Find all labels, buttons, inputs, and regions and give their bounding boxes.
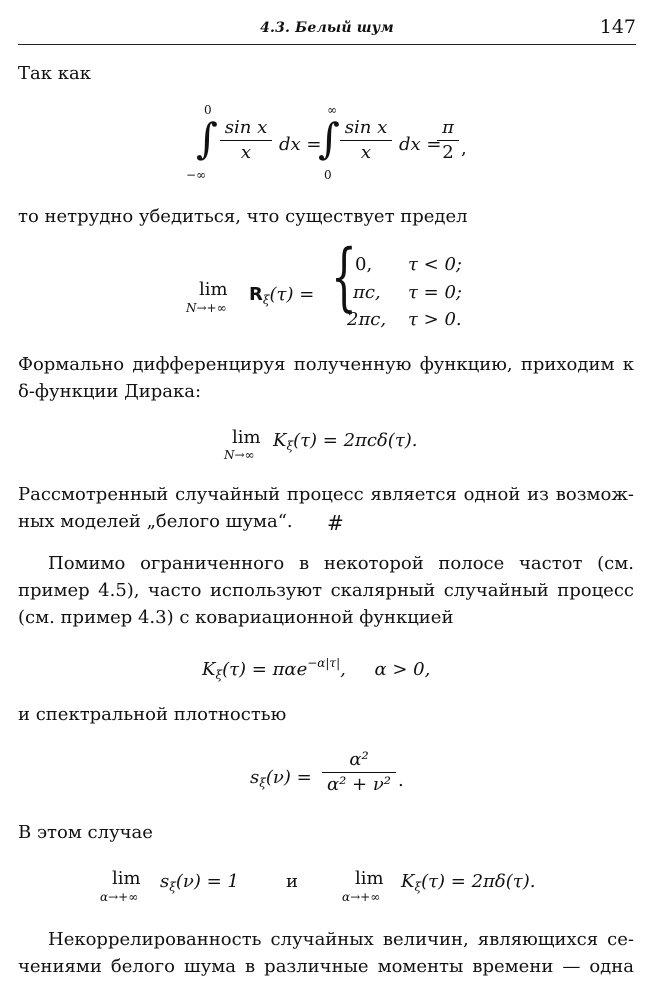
end-of-example-mark: # xyxy=(327,511,344,535)
exponent: −α|τ| xyxy=(307,656,341,670)
paragraph-in-this-case: В этом случае xyxy=(18,822,153,843)
fraction-denominator: α² + ν² xyxy=(326,774,392,795)
paragraph-limit-exists: то нетрудно убедиться, что существует предел xyxy=(18,206,468,227)
fraction-numerator: π xyxy=(442,117,454,138)
lim-subscript: α→+∞ xyxy=(100,890,139,904)
case-condition: τ > 0. xyxy=(408,309,462,330)
fraction-numerator: sin x xyxy=(344,117,388,138)
paragraph-white-noise-model-line1: Рассмотренный случайный процесс является одной из возмож- xyxy=(18,484,634,505)
paragraph-besides-line1: Помимо ограниченного в некоторой полосе частот (см. xyxy=(48,553,634,574)
case-condition: τ < 0; xyxy=(408,254,462,275)
paragraph-differentiate-line2: δ-функции Дирака: xyxy=(18,381,202,402)
fraction-numerator: α² xyxy=(349,749,369,770)
lim-subscript: N→+∞ xyxy=(186,301,227,315)
differential: dx = xyxy=(279,134,322,155)
xi-subscript: ξ xyxy=(169,880,176,894)
spectral-limit xyxy=(160,871,239,898)
comma: , xyxy=(461,138,467,159)
case-value: πc, xyxy=(353,282,381,303)
covariance-limit-rhs: (τ) = 2πδ(τ). xyxy=(421,871,536,892)
K-symbol: K xyxy=(202,659,216,680)
nu-argument: (ν) = xyxy=(265,767,312,788)
integral-sign: ∫ xyxy=(318,114,340,163)
s-symbol: s xyxy=(250,767,260,788)
fraction-bar xyxy=(437,140,459,141)
lim-subscript: α→+∞ xyxy=(342,890,381,904)
paragraph-besides-line3: (см. пример 4.3) с ковариационной функцией xyxy=(18,607,454,628)
delta-rhs: (τ) = 2πcδ(τ). xyxy=(293,430,418,451)
spectral-limit-rhs: (ν) = 1 xyxy=(175,871,239,892)
equation-covariance xyxy=(202,652,430,686)
covariance-R xyxy=(249,284,314,311)
lim-operator: lim xyxy=(112,868,141,889)
fraction-denominator: 2 xyxy=(442,142,454,163)
paragraph-uncorrelated-line2: чениями белого шума в различные моменты времени — одна xyxy=(18,956,634,977)
fraction-alpha xyxy=(322,749,396,796)
case-value: 2πc, xyxy=(347,309,387,330)
page-number: 147 xyxy=(599,16,636,38)
differential: dx = xyxy=(399,134,442,155)
fraction-numerator: sin x xyxy=(224,117,268,138)
K-symbol: K xyxy=(273,430,287,451)
paragraph-white-noise-model-line2: ных моделей „белого шума“. xyxy=(18,511,293,532)
alpha-condition: , α > 0, xyxy=(340,659,431,680)
lim-operator: lim xyxy=(355,868,384,889)
integral-sign: ∫ xyxy=(196,114,218,163)
xi-subscript: ξ xyxy=(215,668,223,682)
K-symbol: K xyxy=(401,871,415,892)
fraction-bar xyxy=(340,140,392,141)
covariance-limit xyxy=(401,871,535,898)
s-symbol: s xyxy=(160,871,170,892)
xi-subscript: ξ xyxy=(414,880,422,894)
paragraph-differentiate-line1: Формально дифференцируя полученную функцию, приходим к xyxy=(18,354,634,375)
paragraph-spectral-density: и спектральной плотностью xyxy=(18,704,287,725)
integral-upper-limit: ∞ xyxy=(327,103,337,117)
section-title: 4.3. Белый шум xyxy=(260,20,394,36)
left-brace: { xyxy=(331,234,357,320)
paragraph-uncorrelated-line1: Некоррелированность случайных величин, являющихся се- xyxy=(48,929,634,950)
xi-subscript: ξ xyxy=(262,293,270,307)
integral-lower-limit: 0 xyxy=(324,168,332,182)
lim-operator: lim xyxy=(232,427,261,448)
case-condition: τ = 0; xyxy=(408,282,462,303)
delta-expression xyxy=(273,430,418,457)
tau-argument: (τ) = xyxy=(269,284,315,305)
case-value: 0, xyxy=(355,254,373,275)
period: . xyxy=(398,770,404,791)
fraction-bar xyxy=(322,772,396,773)
lim-operator: lim xyxy=(199,279,228,300)
integral-upper-limit: 0 xyxy=(204,103,212,117)
fraction-bar xyxy=(220,140,272,141)
xi-subscript: ξ xyxy=(259,776,266,790)
fraction-pi-2 xyxy=(437,117,459,164)
xi-subscript: ξ xyxy=(286,439,294,453)
lim-subscript: N→∞ xyxy=(224,448,255,462)
covariance-rhs: (τ) = παe xyxy=(222,659,308,680)
R-symbol: R xyxy=(249,284,263,305)
paragraph-besides-line2: пример 4.5), часто используют скалярный случайный процесс xyxy=(18,580,634,601)
fraction-denominator: x xyxy=(240,142,252,163)
paragraph-intro: Так как xyxy=(18,63,91,84)
running-header xyxy=(18,16,636,45)
fraction-denominator: x xyxy=(360,142,372,163)
spectral-lhs xyxy=(250,767,312,794)
integral-lower-limit: −∞ xyxy=(186,168,207,182)
fraction-sinx-x xyxy=(220,117,272,164)
conjunction: и xyxy=(286,871,298,892)
fraction-sinx-x xyxy=(340,117,392,164)
